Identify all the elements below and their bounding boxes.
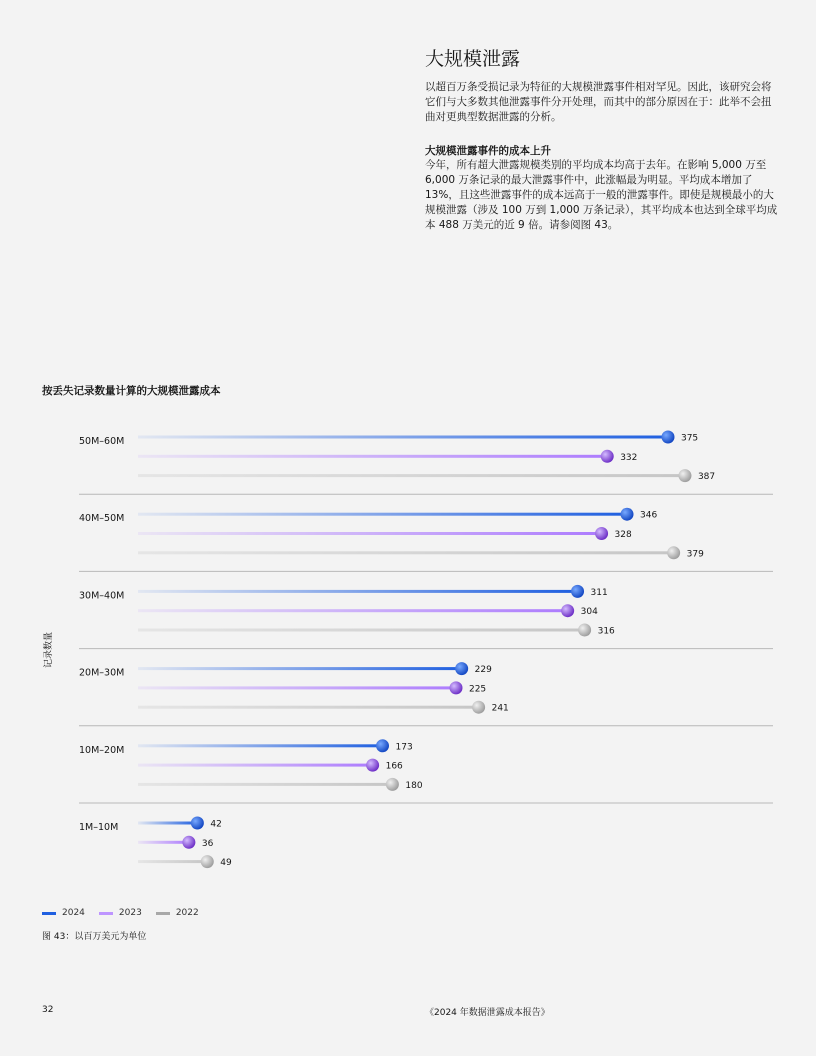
bar-dot-2022 [472, 701, 485, 714]
bar-stem-2024 [138, 590, 578, 593]
legend-item-2024 [42, 908, 85, 918]
legend-item-2023 [99, 908, 142, 918]
bar-stem-2023 [138, 764, 373, 767]
category-label-30m-40m: 30M–40M [79, 590, 125, 602]
data-label-2022: 180 [405, 780, 423, 791]
bar-dot-2023 [182, 836, 195, 849]
bar-stem-2024 [138, 744, 383, 747]
bar-dot-2022 [578, 624, 591, 637]
category-label-20m-30m: 20M–30M [79, 667, 125, 679]
category-label-10m-20m: 10M–20M [79, 744, 125, 756]
section-subheading: 大规模泄露事件的成本上升 [425, 145, 551, 157]
legend-label-2023: 2023 [118, 908, 142, 918]
page-number: 32 [42, 1005, 54, 1015]
data-label-2024: 375 [680, 433, 699, 444]
bar-dot-2022 [386, 778, 399, 791]
bar-stem-2023 [138, 841, 189, 844]
bar-stem-2022 [138, 783, 392, 786]
bar-dot-2024 [621, 508, 634, 521]
legend-label-2024: 2024 [62, 908, 85, 918]
data-label-2023: 304 [580, 607, 598, 618]
data-label-2024: 173 [395, 742, 413, 753]
bar-stem-2022 [138, 860, 207, 863]
bar-stem-2024 [138, 667, 462, 670]
data-label-2022: 379 [686, 549, 704, 560]
data-label-2024: 346 [640, 510, 658, 521]
bar-stem-2022 [138, 551, 674, 554]
category-label-50m-60m: 50M–60M [79, 436, 125, 447]
data-label-2023: 332 [620, 452, 638, 463]
data-label-2022: 387 [697, 472, 716, 483]
figure-caption: 图 43：以百万美元为单位 [42, 932, 147, 942]
bar-stem-2023 [138, 532, 602, 535]
legend-swatch-2024 [42, 912, 56, 915]
data-label-2022: 241 [491, 703, 509, 714]
data-label-2023: 225 [468, 684, 487, 695]
bar-dot-2023 [449, 681, 462, 694]
bar-stem-2023 [138, 609, 568, 612]
chart-legend [42, 908, 199, 918]
data-label-2024: 311 [590, 587, 608, 598]
bar-dot-2024 [376, 739, 389, 752]
data-label-2024: 229 [474, 665, 492, 676]
category-label-40m-50m: 40M–50M [79, 513, 125, 525]
bar-stem-2024 [138, 513, 627, 516]
bar-dot-2022 [667, 546, 680, 559]
bar-dot-2024 [661, 431, 674, 444]
legend-item-2022 [156, 908, 199, 918]
bar-stem-2023 [138, 686, 456, 689]
category-label-1m-10m: 1M–10M [79, 822, 119, 833]
legend-swatch-2022 [156, 912, 170, 915]
bar-dot-2022 [678, 469, 691, 482]
body-paragraph: 今年，所有超大泄露规模类别的平均成本均高于去年。在影响 5,000 万至 6,000 万条记录的最大泄露事件中，此涨幅最为明显。平均成本增加了 13%，且这些泄露事件的成本远高于一般的泄露事件。即使是规模最小的大规模泄露（涉及 100 万到 1,000 万条记录），其平均成本也达到全球平均成本 488 万美元的近 9 倍。请参阅图 43。 [425, 159, 778, 231]
bar-dot-2023 [366, 759, 379, 772]
bar-dot-2024 [191, 817, 204, 830]
bar-dot-2023 [601, 450, 614, 463]
bar-stem-2023 [138, 455, 607, 458]
report-title: 《2024 年数据泄露成本报告》 [425, 1008, 550, 1018]
y-axis-label: 记录数量 [44, 631, 54, 669]
bar-dot-2023 [561, 604, 574, 617]
bar-stem-2022 [138, 629, 585, 632]
bar-dot-2022 [201, 855, 214, 868]
chart-title: 按丢失记录数量计算的大规模泄露成本 [42, 385, 221, 397]
data-label-2023: 166 [385, 761, 403, 772]
data-label-2024: 42 [210, 819, 222, 830]
page-title: 大规模泄露 [425, 48, 521, 70]
bar-stem-2022 [138, 706, 479, 709]
data-label-2022: 316 [597, 626, 615, 637]
data-label-2023: 36 [201, 838, 214, 849]
legend-swatch-2023 [99, 912, 113, 915]
intro-paragraph: 以超百万条受损记录为特征的大规模泄露事件相对罕见。因此，该研究会将它们与大多数其他泄露事件分开处理，而其中的部分原因在于：此举不会扭曲对更典型数据泄露的分析。 [425, 81, 772, 123]
legend-label-2022: 2022 [175, 908, 199, 918]
bar-stem-2024 [138, 822, 197, 825]
bar-stem-2022 [138, 474, 685, 477]
bar-dot-2023 [595, 527, 608, 540]
data-label-2022: 49 [220, 858, 232, 869]
bar-dot-2024 [571, 585, 584, 598]
data-label-2023: 328 [614, 530, 632, 540]
bar-dot-2024 [455, 662, 468, 675]
bar-stem-2024 [138, 436, 668, 439]
